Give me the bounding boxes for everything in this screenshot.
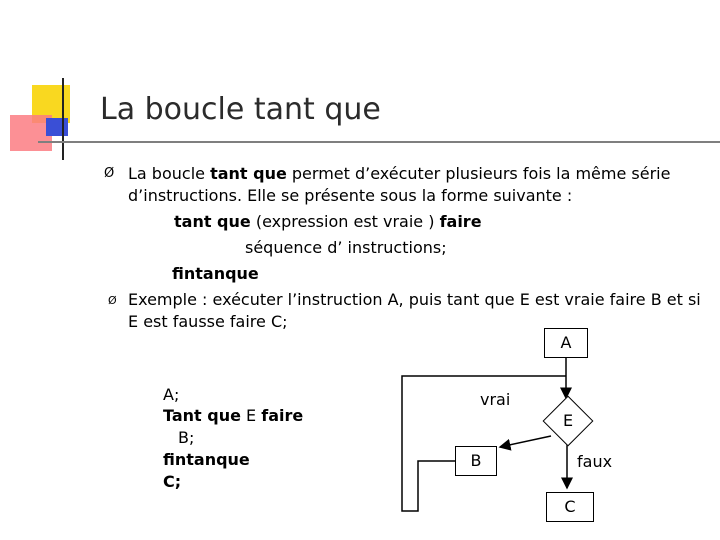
arrow-e-to-b: [500, 436, 551, 447]
flowchart-label-false: faux: [577, 452, 613, 471]
bullet-2-line-1: Exemple : exécuter l’instruction A, puis tant que E est vraie faire B et si: [128, 290, 701, 309]
code-line-4: fintanque: [163, 450, 250, 469]
code-line-2: Tant que E faire: [163, 406, 304, 425]
syntax-line-1: tant que (expression est vraie ) faire: [174, 212, 482, 231]
bullet-1-line-2: d’instructions. Elle se présente sous la forme suivante :: [128, 186, 573, 205]
flowchart-box-a: A: [544, 328, 588, 358]
code-line-1: A;: [163, 385, 180, 404]
syntax-line-3: fintanque: [172, 264, 259, 283]
flowchart-decision-e: E: [562, 411, 574, 430]
slide-title: La boucle tant que: [100, 92, 381, 127]
code-line-5: C;: [163, 472, 182, 491]
bullet-marker: Ø: [108, 294, 117, 307]
flowchart-box-b: B: [455, 446, 497, 476]
flowchart-box-c: C: [546, 492, 594, 522]
bullet-2-line-2: E est fausse faire C;: [128, 312, 288, 331]
flowchart-label-true: vrai: [480, 390, 511, 409]
code-line-3: B;: [178, 428, 195, 447]
bullet-marker: Ø: [104, 166, 115, 181]
bullet-1-line-1: La boucle tant que permet d’exécuter plusieurs fois la même série: [128, 164, 671, 183]
syntax-line-2: séquence d’ instructions;: [245, 238, 447, 257]
